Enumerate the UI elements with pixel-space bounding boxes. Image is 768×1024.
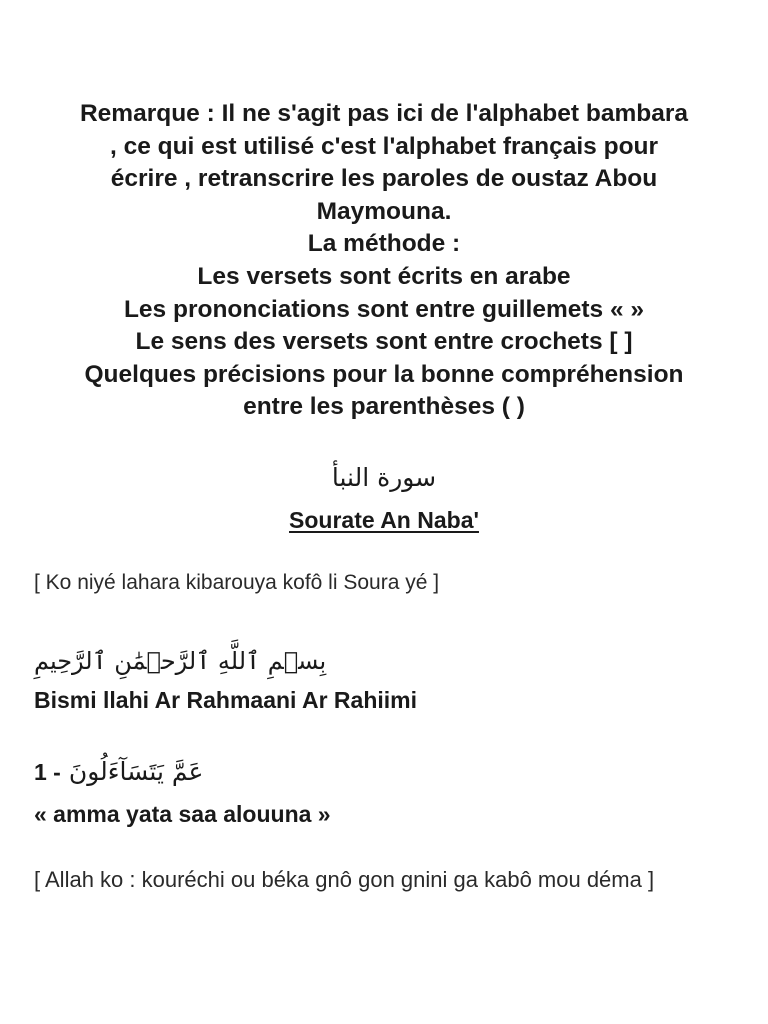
verse-number: 1 - (34, 759, 61, 785)
note-line: entre les parenthèses ( ) (243, 393, 525, 421)
note-line: Maymouna. (316, 197, 452, 225)
note-line: écrire , retranscrire les paroles de oustaz Abou (110, 165, 658, 193)
note-line: Les versets sont écrits en arabe (197, 262, 571, 290)
note-line: Quelques précisions pour la bonne compréhension (84, 360, 684, 388)
verse-1-transliteration: « amma yata saa alouuna » (34, 801, 331, 827)
note-line: Les prononciations sont entre guillemets « » (123, 295, 645, 323)
basmala-arabic: بِسۡمِ ٱللَّهِ ٱلرَّحۡمَٰنِ ٱلرَّحِيمِ (34, 647, 327, 675)
surah-intro-meaning: [ Ko niyé lahara kibarouya kofô li Soura yé ] (34, 571, 440, 594)
surah-title: Sourate An Naba' (289, 507, 479, 533)
method-note (20, 98, 748, 424)
verse-1-arabic: عَمَّ يَتَسَآءَلُونَ (68, 757, 204, 786)
basmala-transliteration: Bismi llahi Ar Rahmaani Ar Rahiimi (34, 687, 418, 713)
note-line: La méthode : (307, 230, 461, 258)
surah-arabic-name: سورة النبأ (331, 463, 437, 492)
verse-1-meaning: [ Allah ko : kouréchi ou béka gnô gon gnini ga kabô mou déma ] (34, 867, 655, 892)
note-line: Remarque : Il ne s'agit pas ici de l'alphabet bambara (79, 100, 688, 127)
note-line: , ce qui est utilisé c'est l'alphabet français pour (109, 132, 659, 160)
note-line: Le sens des versets sont entre crochets [ ] (135, 328, 633, 356)
verse-1-row (34, 752, 203, 792)
